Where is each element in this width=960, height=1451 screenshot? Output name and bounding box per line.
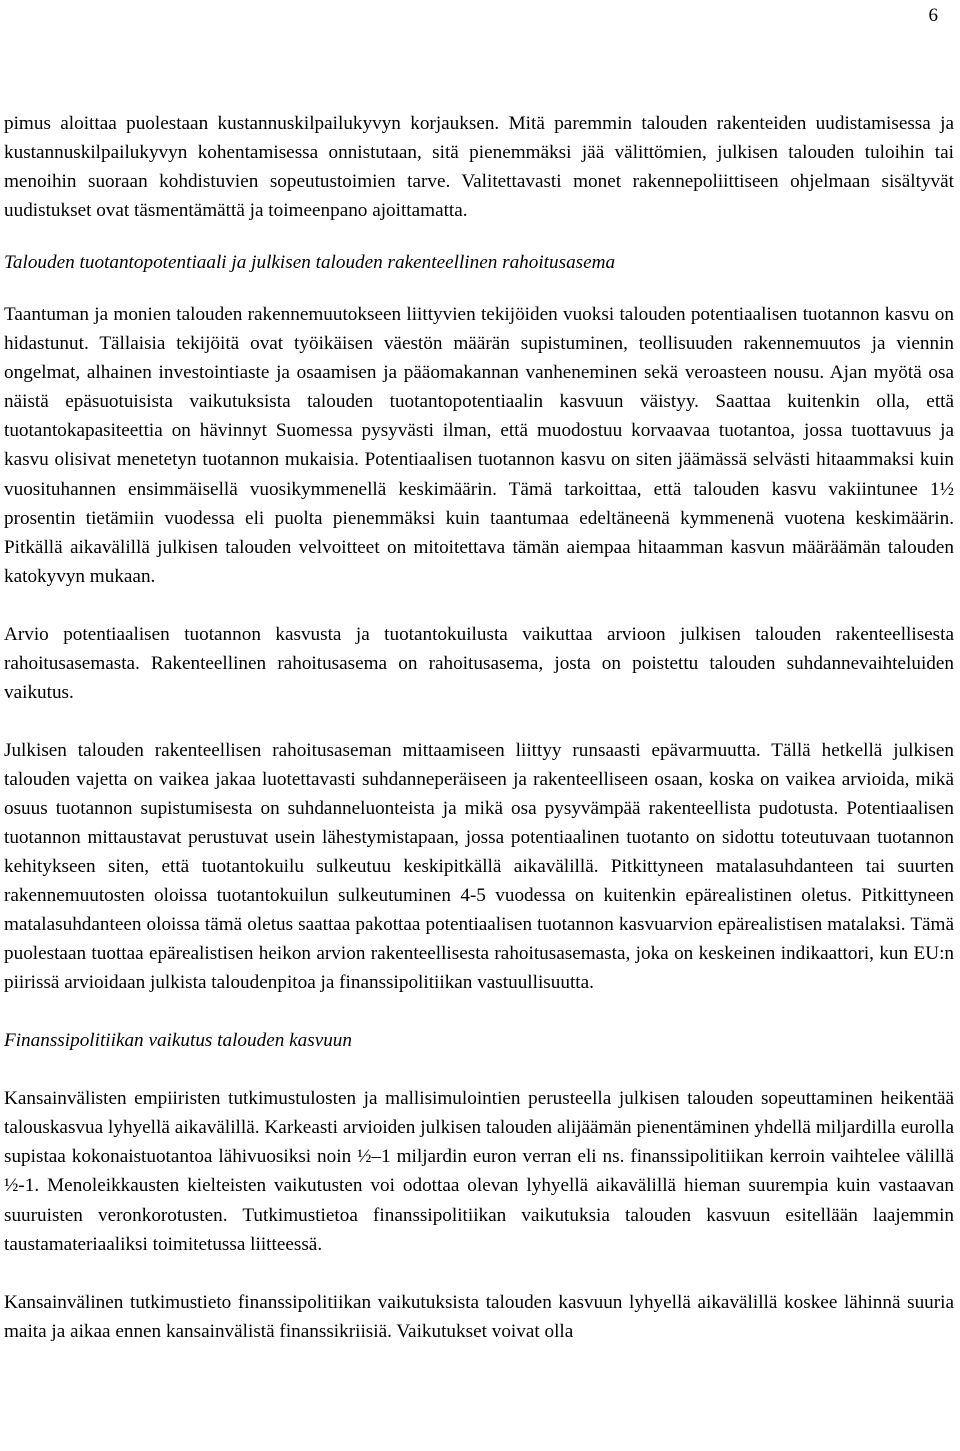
paragraph: pimus aloittaa puolestaan kustannuskilpailukyvyn korjauksen. Mitä paremmin talouden rakenteiden uudistamisessa ja kustannuskilpailukyvyn kohentamisessa onnistutaan, sitä pienemmäksi jää välittömien, julkisen talouden tuloihin tai menoihin suoraan kohdistuvien sopeutustoimien tarve. Valitettavasti monet rakennepoliittiseen ohjelmaan sisältyvät uudistukset ovat täsmentämättä ja toimeenpano ajoittamatta. bbox=[4, 113, 954, 222]
paragraph: Kansainvälinen tutkimustieto finanssipolitiikan vaikutuksista talouden kasvuun lyhyellä aikavälillä koskee lähinnä suuria maita ja aikaa ennen kansainvälistä finanssikriisiä. Vaikutukset voivat olla bbox=[4, 1291, 954, 1342]
paragraph: Arvio potentiaalisen tuotannon kasvusta ja tuotantokuilusta vaikuttaa arvioon julkisen talouden rakenteellisesta rahoitusasemasta. Rakenteellinen rahoitusasema on rahoitusasema, josta on poistettu talouden suhdannevaihteluiden vaikutus. bbox=[4, 623, 954, 703]
section-heading: Talouden tuotantopotentiaali ja julkisen talouden rakenteellinen rahoitusasema bbox=[4, 252, 616, 274]
section-heading: Finanssipolitiikan vaikutus talouden kasvuun bbox=[4, 1030, 352, 1052]
page-number: 6 bbox=[928, 5, 938, 26]
paragraph: Taantuman ja monien talouden rakennemuutokseen liittyvien tekijöiden vuoksi talouden potentiaalisen tuotannon kasvu on hidastunut. Tällaisia tekijöitä ovat työikäisen väestön määrän supistuminen, teollisuuden rakennemuutos ja viennin ongelmat, alhainen investointiaste ja osaamisen ja pääomakannan vanheneminen sekä veroasteen nousu. Ajan myötä osa näistä epäsuotuisista vaikutuksista talouden tuotantopotentiaalin kasvuun väistyy. Saattaa kuitenkin olla, että tuotantokapasiteettia on hävinnyt Suomessa pysyvästi ilman, että muodostuu korvaavaa tuotantoa, jossa tuottavuus ja kasvu olisivat menetetyn tuotannon mukaisia. Potentiaalisen tuotannon kasvu on siten jäämässä selvästi hitaammaksi kuin vuosituhannen ensimmäisellä vuosikymmenellä keskimäärin. Tämä tarkoittaa, että talouden kasvu vakiintunee 1½ prosentin tietämiin vuodessa eli puolta pienemmäksi kuin taantumaa edeltäneenä kymmenenä vuotena keskimäärin. Pitkällä aikavälillä julkisen talouden velvoitteet on mitoitettava tämän aiempaa hitaamman kasvun määräämän talouden katokyvyn mukaan. bbox=[4, 304, 954, 587]
paragraph: Julkisen talouden rakenteellisen rahoitusaseman mittaamiseen liittyy runsaasti epävarmuutta. Tällä hetkellä julkisen talouden vajetta on vaikea jakaa luotettavasti suhdanneperäiseen ja rakenteelliseen osaan, koska on vaikea arvioida, mikä osuus tuotannon supistumisesta on suhdanneluonteista ja mikä osa pysyvämpää rakenteellista pudotusta. Potentiaalisen tuotannon mittaustavat perustuvat usein lähestymistapaan, jossa potentiaalinen tuotanto on sidottu toteutuvaan tuotannon kehitykseen siten, että tuotantokuilu sulkeutuu keskipitkällä aikavälillä. Pitkittyneen matalasuhdanteen tai suurten rakennemuutosten oloissa tuotantokuilun sulkeutuminen 4-5 vuodessa on kuitenkin epärealistinen oletus. Pitkittyneen matalasuhdanteen oloissa tämä oletus saattaa pakottaa potentiaalisen tuotannon kasvuarvion epärealistisen matalaksi. Tämä puolestaan tuottaa epärealistisen heikon arvion rakenteellisesta rahoitusasemasta, joka on keskeinen indikaattori, kun EU:n piirissä arvioidaan julkista taloudenpitoa ja finanssipolitiikan vastuullisuutta. bbox=[4, 739, 954, 994]
paragraph: Kansainvälisten empiiristen tutkimustulosten ja mallisimulointien perusteella julkisen talouden sopeuttaminen heikentää talouskasvua lyhyellä aikavälillä. Karkeasti arvioiden julkisen talouden alijäämän pienentäminen yhdellä miljardilla eurolla supistaa kokonaistuotantoa lähivuosiksi noin ½–1 miljardin euron verran eli ns. finanssipolitiikan kerroin vaihtelee välillä ½-1. Menoleikkausten kielteisten vaikutusten voi odottaa olevan lyhyellä aikavälillä hieman suurempia kuin vastaavan suuruisten veronkorotusten. Tutkimustietoa finanssipolitiikan vaikutuksia talouden kasvuun esitellään laajemmin taustamateriaaliksi toimitetussa liitteessä. bbox=[4, 1088, 954, 1255]
document-body bbox=[4, 109, 954, 1346]
